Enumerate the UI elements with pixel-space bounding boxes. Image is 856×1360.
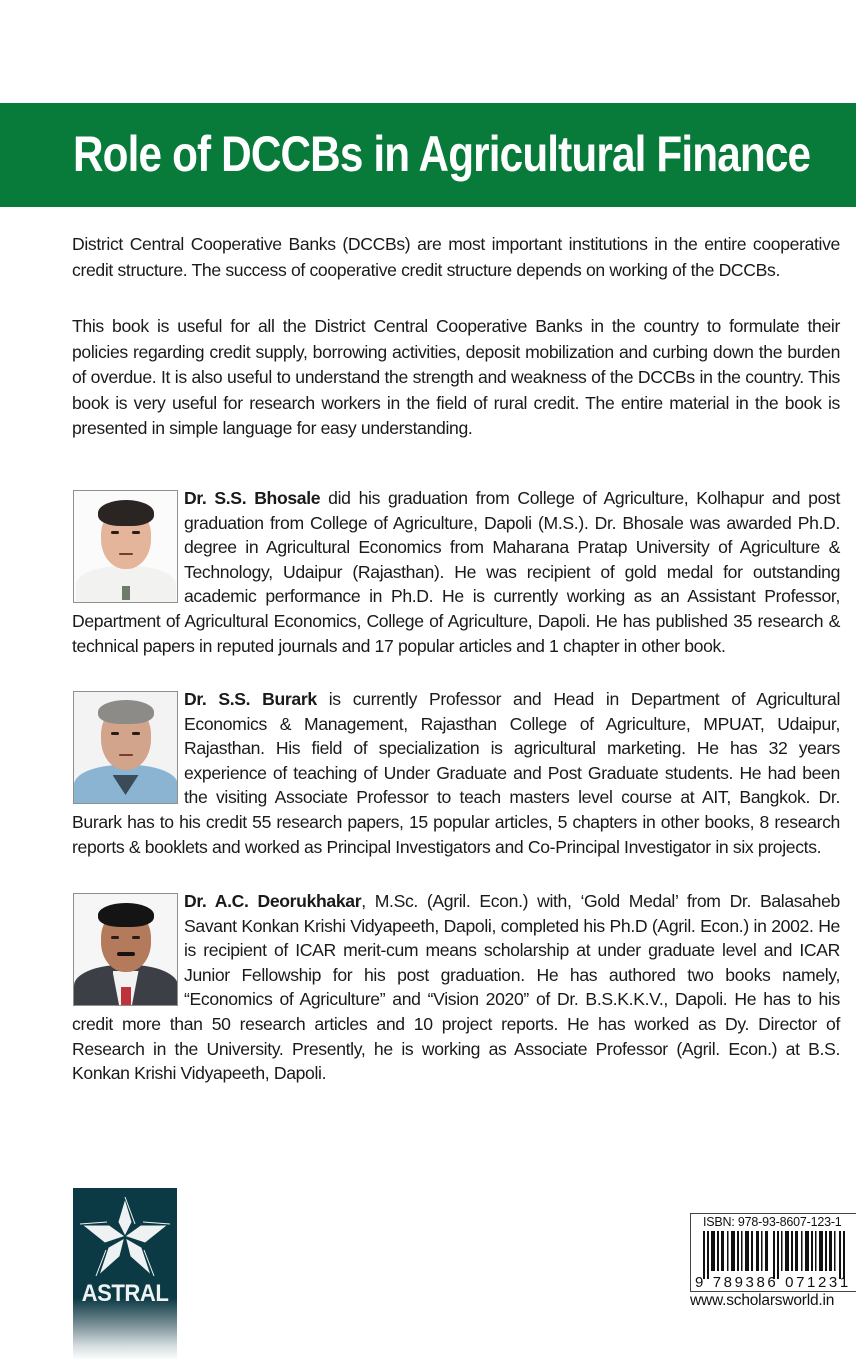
book-title: Role of DCCBs in Agricultural Finance — [73, 126, 811, 182]
barcode-digits: 9 789386 071231 — [695, 1274, 851, 1291]
author-bio-deorukhakar — [72, 889, 840, 1086]
isbn-label: ISBN: 978-93-8607-123-1 — [703, 1215, 842, 1229]
title-band — [0, 103, 856, 207]
author-bio-bhosale — [72, 486, 840, 658]
author-bio-text: is currently Professor and Head in Department of Agricultural Economics & Management, Rajasthan College of Agriculture, MPUAT, Udaipur, Rajasthan. His field of specialization is agricultural marketing. He has 32 years experience of teaching of Under Graduate and Post Graduate students. He had been the visiting Associate Professor to teach masters level course at AIT, Bangkok. Dr. Burark has to his credit 55 research papers, 15 popular articles, 5 chapters in other books, 8 research reports & booklets and worked as Principal Investigators and Co-Principal Investigator in six projects. — [72, 689, 841, 857]
publisher-logo — [73, 1188, 177, 1360]
author-photo-deorukhakar — [73, 893, 178, 1006]
author-name: Dr. A.C. Deorukhakar — [184, 891, 362, 911]
author-name: Dr. S.S. Bhosale — [184, 488, 321, 508]
author-bio-text: , M.Sc. (Agril. Econ.) with, ‘Gold Medal’ from Dr. Balasaheb Savant Konkan Krishi Vidyapeeth, Dapoli, completed his Ph.D (Agril. Econ.) in 2002. He is recipient of ICAR merit-cum means scholarship at under graduate level and ICAR Junior Fellowship for his post graduation. He has authored two books namely, “Economics of Agriculture” and “Vision 2020” of Dr. B.S.K.K.V., Dapoli. He has to his credit more than 50 research articles and 10 project reports. He has worked as Dy. Director of Research in the University. Presently, he is working as Associate Professor (Agril. Econ.) at B.S. Konkan Krishi Vidyapeeth, Dapoli. — [72, 891, 840, 1084]
description-paragraph-2: This book is useful for all the District Central Cooperative Banks in the country to formulate their policies regarding credit supply, borrowing activities, deposit mobilization and curbing down the burden of overdue. It is also useful to understand the strength and weakness of the DCCBs in the country. This book is very useful for research workers in the field of rural credit. The entire material in the book is presented in simple language for easy understanding. — [72, 316, 840, 438]
description-paragraph-1: District Central Cooperative Banks (DCCBs) are most important institutions in the entire cooperative credit structure. The success of cooperative credit structure depends on working of the DCCBs. — [72, 234, 840, 280]
isbn-barcode — [690, 1213, 856, 1292]
publisher-name: ASTRAL — [81, 1280, 169, 1307]
star-logo-icon — [79, 1196, 171, 1280]
author-name: Dr. S.S. Burark — [184, 689, 317, 709]
author-photo-bhosale — [73, 490, 178, 603]
barcode-bars — [703, 1231, 853, 1279]
author-bio-text: did his graduation from College of Agriculture, Kolhapur and post graduation from College of Agriculture, Dapoli (M.S.). Dr. Bhosale was awarded Ph.D. degree in Agricultural Economics from Maharana Pratap University of Agriculture & Technology, Udaipur (Rajasthan). He was recipient of gold medal for outstanding academic performance in Ph.D. He is currently working as an Assistant Professor, Department of Agricultural Economics, College of Agriculture, Dapoli. He has published 35 research & technical papers in reputed journals and 17 popular articles and 1 chapter in other book. — [72, 488, 840, 656]
publisher-website[interactable]: www.scholarsworld.in — [690, 1292, 835, 1309]
author-bio-burark — [72, 687, 840, 859]
author-photo-burark — [73, 691, 178, 804]
